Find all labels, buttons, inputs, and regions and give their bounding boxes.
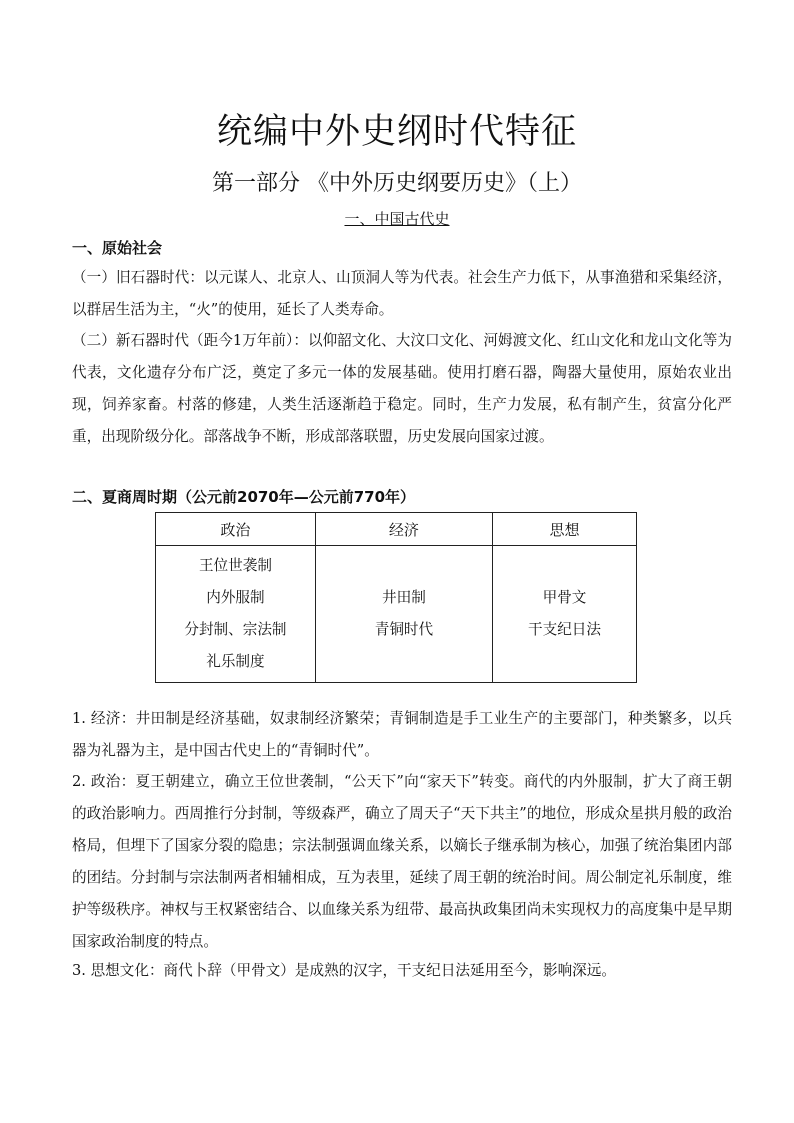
paragraph-economy: 1. 经济：井田制是经济基础，奴隶制经济繁荣；青铜制造是手工业生产的主要部门，种类繁多，以兵器为礼器为主，是中国古代史上的“青铜时代”。: [72, 710, 732, 759]
table-header-thought: 思想: [493, 513, 637, 546]
summary-table: [155, 512, 637, 683]
table-header-politics: 政治: [156, 513, 316, 546]
paragraph-politics: 2. 政治：夏王朝建立，确立王位世袭制，“公天下”向“家天下”转变。商代的内外服制，扩大了商王朝的政治影响力。西周推行分封制，等级森严，确立了周天子“天下共主”的地位，形成众星拱月般的政治格局，但埋下了国家分裂的隐患；宗法制强调血缘关系，以嫡长子继承制为核心，加强了统治集团内部的团结。分封制与宗法制两者相辅相成，互为表里，延续了周王朝的统治时间。周公制定礼乐制度，维护等级秩序。神权与王权紧密结合、以血缘关系为纽带、最高执政集团尚未实现权力的高度集中是早期国家政治制度的特点。: [72, 773, 732, 950]
table-cell-thought: [493, 546, 637, 683]
table-cell-text: 礼乐制度: [206, 653, 265, 670]
table-cell-politics: [156, 546, 316, 683]
heading-primitive-society: 一、原始社会: [72, 239, 163, 257]
heading-xia-shang-zhou: 二、夏商周时期（公元前2070年—公元前770年）: [72, 488, 416, 506]
table-cell-text: 甲骨文: [542, 589, 587, 606]
table-header-row: [156, 513, 637, 546]
paragraph-culture: 3. 思想文化：商代卜辞（甲骨文）是成熟的汉字，干支纪日法延用至今，影响深远。: [72, 962, 616, 979]
section-title: 一、中国古代史: [344, 210, 450, 228]
paragraph-paleolithic: （一）旧石器时代：以元谋人、北京人、山顶洞人等为代表。社会生产力低下，从事渔猎和采集经济，以群居生活为主，“火”的使用，延长了人类寿命。: [72, 269, 732, 318]
table-cell-text: 分封制、宗法制: [184, 621, 287, 638]
table-cell-text: 内外服制: [206, 589, 265, 606]
page-title: 统编中外史纲时代特征: [216, 112, 577, 152]
table-cell-text: 青铜时代: [374, 621, 434, 638]
table-cell-text: 井田制: [382, 589, 426, 606]
paragraph-neolithic: （二）新石器时代（距今1万年前）：以仰韶文化、大汶口文化、河姆渡文化、红山文化和龙山文化等为代表，文化遗存分布广泛，奠定了多元一体的发展基础。使用打磨石器，陶器大量使用，原始农业出现，饲养家畜。村落的修建，人类生活逐渐趋于稳定。同时，生产力发展，私有制产生，贫富分化严重，出现阶级分化。部落战争不断，形成部落联盟，历史发展向国家过渡。: [72, 332, 732, 445]
table-header-economy: 经济: [315, 513, 492, 546]
table-cell-economy: [315, 546, 492, 683]
table-row: [156, 546, 637, 683]
page-subtitle: 第一部分 《中外历史纲要历史》（上）: [212, 171, 582, 196]
table-cell-text: 干支纪日法: [528, 621, 601, 638]
table-cell-text: 王位世袭制: [198, 557, 272, 574]
